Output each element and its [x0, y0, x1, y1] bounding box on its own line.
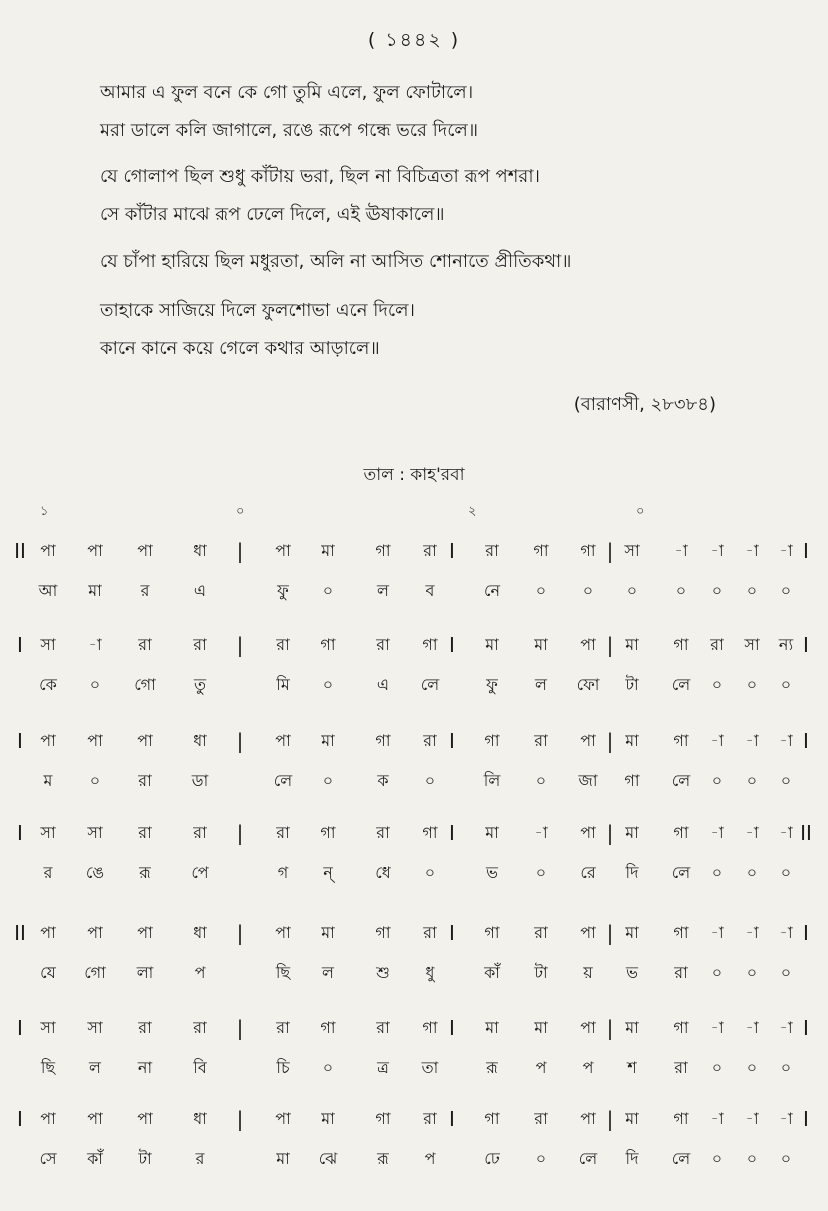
note: গা — [673, 1109, 689, 1128]
row-end-barline: I — [803, 1016, 809, 1040]
lyric-row — [0, 858, 828, 888]
lyric-syllable: ০ — [746, 675, 758, 694]
barline: I — [449, 1107, 455, 1131]
row-start-barline: II — [14, 921, 26, 945]
note: পা — [137, 923, 153, 942]
lyric-syllable: ০ — [89, 675, 101, 694]
note: পা — [137, 1109, 153, 1128]
lyric-syllable: ০ — [582, 581, 594, 600]
note: সা — [40, 823, 56, 842]
note: রা — [138, 635, 152, 654]
barline: | — [606, 921, 614, 945]
lyric-syllable: ক — [377, 771, 389, 790]
row-end-barline: I — [803, 633, 809, 657]
note: পা — [87, 923, 103, 942]
note: -া — [745, 1109, 759, 1128]
note: পা — [40, 731, 56, 750]
lyric-syllable: যে — [40, 963, 56, 982]
note: রা — [485, 541, 499, 560]
lyric-syllable: আ — [38, 581, 58, 600]
lyric-syllable: তু — [193, 675, 207, 694]
note: -া — [779, 1018, 793, 1037]
note: রা — [193, 1018, 207, 1037]
poem-line: সে কাঁটার মাঝে রূপ ঢেলে দিলে, এই ঊষাকালে॥ — [100, 204, 445, 225]
notation-row — [0, 536, 828, 566]
note: রা — [376, 1018, 390, 1037]
lyric-syllable: জা — [578, 771, 598, 790]
note: সা — [40, 1018, 56, 1037]
lyric-syllable: দি — [625, 863, 639, 882]
note: ন্য — [778, 635, 794, 654]
note: রা — [534, 731, 548, 750]
lyric-row — [0, 766, 828, 796]
notation-row — [0, 918, 828, 948]
beat-marker: ২ — [468, 504, 477, 519]
note: পা — [137, 731, 153, 750]
row-start-barline: II — [14, 539, 26, 563]
lyric-syllable: ব — [425, 581, 435, 600]
note: -া — [779, 541, 793, 560]
note: রা — [138, 823, 152, 842]
lyric-syllable: ০ — [780, 863, 792, 882]
note: মা — [625, 1018, 639, 1037]
page-number: ( ১৪৪২ ) — [367, 29, 461, 51]
lyric-syllable: ০ — [535, 1149, 547, 1168]
lyric-syllable: ছি — [40, 1058, 56, 1077]
lyric-syllable: র — [195, 1149, 205, 1168]
note: পা — [87, 1109, 103, 1128]
lyric-syllable: গো — [134, 675, 156, 694]
note: -া — [779, 823, 793, 842]
note: রা — [276, 823, 290, 842]
lyric-syllable: ০ — [780, 1149, 792, 1168]
lyric-syllable: লে — [578, 1149, 598, 1168]
note: -া — [745, 1018, 759, 1037]
lyric-syllable: লি — [483, 771, 501, 790]
note: -া — [710, 823, 724, 842]
note: -া — [710, 1018, 724, 1037]
lyric-syllable: ০ — [711, 581, 723, 600]
lyric-syllable: র — [43, 863, 53, 882]
notation-row — [0, 1013, 828, 1043]
note: মা — [321, 541, 335, 560]
note: -া — [745, 823, 759, 842]
note: পা — [40, 1109, 56, 1128]
barline: | — [606, 1107, 614, 1131]
note: রা — [710, 635, 724, 654]
lyric-syllable: ০ — [780, 675, 792, 694]
note: গা — [673, 823, 689, 842]
barline: I — [449, 633, 455, 657]
beat-marker: ১ — [40, 504, 49, 519]
lyric-syllable: ধু — [425, 963, 435, 982]
lyric-syllable: প — [582, 1058, 594, 1077]
note: পা — [87, 731, 103, 750]
lyric-syllable: ০ — [322, 675, 334, 694]
lyric-syllable: ভ — [486, 863, 498, 882]
note: মা — [625, 823, 639, 842]
lyric-syllable: পে — [191, 863, 209, 882]
note: ধা — [193, 1109, 207, 1128]
lyric-syllable: ম — [43, 771, 53, 790]
notation-row — [0, 630, 828, 660]
note: পা — [580, 731, 596, 750]
barline: | — [236, 921, 244, 945]
lyric-syllable: রা — [674, 1058, 688, 1077]
lyric-syllable: ০ — [424, 771, 436, 790]
note: গা — [320, 635, 336, 654]
lyric-syllable: ০ — [322, 1058, 334, 1077]
lyric-syllable: রা — [138, 771, 152, 790]
lyric-syllable: ০ — [746, 963, 758, 982]
lyric-syllable: ০ — [780, 963, 792, 982]
note: রা — [423, 1109, 437, 1128]
note: রা — [534, 923, 548, 942]
note: মা — [625, 923, 639, 942]
note: ধা — [193, 923, 207, 942]
lyric-syllable: রূ — [377, 1149, 389, 1168]
note: গা — [533, 541, 549, 560]
poem-line: কানে কানে কয়ে গেলে কথার আড়ালে॥ — [100, 338, 380, 359]
note: মা — [534, 1018, 548, 1037]
lyric-syllable: ল — [535, 675, 547, 694]
note: পা — [275, 731, 291, 750]
lyric-syllable: ০ — [711, 963, 723, 982]
tala-heading: তাল : কাহ'রবা — [363, 465, 465, 485]
barline: | — [606, 539, 614, 563]
lyric-row — [0, 1053, 828, 1083]
note: গা — [673, 635, 689, 654]
note: -া — [534, 823, 548, 842]
row-end-barline: II — [800, 821, 812, 845]
lyric-syllable: লা — [136, 963, 154, 982]
lyric-row — [0, 670, 828, 700]
note: সা — [744, 635, 760, 654]
poem-line: যে চাঁপা হারিয়ে ছিল মধুরতা, অলি না আসিত শোনাতে প্রীতিকথা॥ — [100, 251, 572, 272]
lyric-syllable: টা — [138, 1149, 152, 1168]
lyric-syllable: গো — [84, 963, 106, 982]
lyric-row — [0, 1144, 828, 1174]
note: -া — [779, 1109, 793, 1128]
note: মা — [485, 635, 499, 654]
lyric-syllable: শ — [627, 1058, 637, 1077]
lyric-row — [0, 958, 828, 988]
lyric-syllable: ভ — [626, 963, 638, 982]
lyric-syllable: ০ — [780, 581, 792, 600]
place-date: (বারাণসী, ২৮৩৮৪) — [573, 394, 716, 415]
lyric-syllable: কাঁ — [87, 1149, 103, 1168]
row-start-barline: I — [17, 729, 23, 753]
lyric-syllable: রা — [674, 963, 688, 982]
note: ধা — [193, 541, 207, 560]
lyric-syllable: ল — [377, 581, 389, 600]
note: মা — [485, 1018, 499, 1037]
lyric-syllable: দি — [625, 1149, 639, 1168]
note: সা — [624, 541, 640, 560]
note: ধা — [193, 731, 207, 750]
lyric-syllable: এ — [193, 581, 207, 600]
lyric-syllable: চি — [276, 1058, 290, 1077]
barline: I — [449, 821, 455, 845]
lyric-syllable: প — [424, 1149, 436, 1168]
note: মা — [321, 731, 335, 750]
barline: | — [236, 1016, 244, 1040]
note: পা — [275, 541, 291, 560]
lyric-syllable: টা — [534, 963, 548, 982]
barline: | — [236, 633, 244, 657]
note: -া — [710, 1109, 724, 1128]
barline: I — [449, 539, 455, 563]
lyric-syllable: ধে — [375, 863, 391, 882]
note: গা — [375, 731, 391, 750]
lyric-syllable: ০ — [780, 771, 792, 790]
note: মা — [321, 1109, 335, 1128]
note: মা — [321, 923, 335, 942]
barline: | — [606, 1016, 614, 1040]
note: পা — [275, 1109, 291, 1128]
lyric-syllable: মা — [276, 1149, 290, 1168]
note: গা — [422, 823, 438, 842]
note: গা — [580, 541, 596, 560]
note: -া — [745, 923, 759, 942]
note: গা — [375, 541, 391, 560]
note: পা — [580, 823, 596, 842]
note: গা — [375, 1109, 391, 1128]
lyric-syllable: প — [535, 1058, 547, 1077]
row-end-barline: I — [803, 539, 809, 563]
note: গা — [673, 731, 689, 750]
note: রা — [193, 823, 207, 842]
lyric-syllable: য় — [583, 963, 593, 982]
row-end-barline: I — [803, 1107, 809, 1131]
lyric-syllable: রে — [580, 863, 596, 882]
lyric-syllable: সে — [39, 1149, 57, 1168]
note: -া — [745, 731, 759, 750]
lyric-syllable: ০ — [675, 581, 687, 600]
note: -া — [88, 635, 102, 654]
lyric-syllable: ০ — [780, 1058, 792, 1077]
note: পা — [580, 923, 596, 942]
note: -া — [745, 541, 759, 560]
lyric-syllable: গা — [624, 771, 640, 790]
notation-row — [0, 726, 828, 756]
lyric-syllable: বি — [193, 1058, 207, 1077]
lyric-syllable: ঢে — [484, 1149, 500, 1168]
barline: I — [449, 921, 455, 945]
lyric-syllable: ঙে — [85, 863, 105, 882]
barline: | — [606, 821, 614, 845]
lyric-syllable: ফো — [576, 675, 600, 694]
lyric-row — [0, 576, 828, 606]
lyric-syllable: ন্ — [323, 863, 333, 882]
note: পা — [40, 923, 56, 942]
row-start-barline: I — [17, 1016, 23, 1040]
note: সা — [40, 635, 56, 654]
beat-marker: ০ — [236, 504, 245, 519]
note: গা — [484, 1109, 500, 1128]
lyric-syllable: ০ — [535, 863, 547, 882]
note: পা — [580, 1018, 596, 1037]
note: পা — [137, 541, 153, 560]
lyric-syllable: ০ — [322, 771, 334, 790]
note: পা — [580, 1109, 596, 1128]
lyric-syllable: ০ — [711, 675, 723, 694]
barline: I — [449, 1016, 455, 1040]
note: পা — [580, 635, 596, 654]
note: রা — [276, 635, 290, 654]
lyric-syllable: নে — [483, 581, 501, 600]
lyric-syllable: ০ — [746, 1149, 758, 1168]
lyric-syllable: লে — [273, 771, 293, 790]
lyric-syllable: ০ — [711, 1058, 723, 1077]
lyric-syllable: শু — [376, 963, 390, 982]
note: সা — [87, 823, 103, 842]
lyric-syllable: না — [137, 1058, 153, 1077]
note: গা — [673, 923, 689, 942]
lyric-syllable: এ — [376, 675, 390, 694]
note: -া — [710, 923, 724, 942]
barline: | — [606, 729, 614, 753]
lyric-syllable: মা — [88, 581, 102, 600]
lyric-syllable: ০ — [746, 581, 758, 600]
lyric-syllable: ০ — [746, 1058, 758, 1077]
lyric-syllable: ল — [322, 963, 334, 982]
note: মা — [625, 635, 639, 654]
note: পা — [40, 541, 56, 560]
note: মা — [485, 823, 499, 842]
lyric-syllable: লে — [671, 771, 691, 790]
note: গা — [673, 1018, 689, 1037]
note: রা — [376, 635, 390, 654]
poem-line: মরা ডালে কলি জাগালে, রঙে রূপে গন্ধে ভরে দিলে॥ — [100, 120, 479, 141]
note: সা — [87, 1018, 103, 1037]
note: গা — [375, 923, 391, 942]
lyric-syllable: ০ — [746, 771, 758, 790]
lyric-syllable: ০ — [711, 1149, 723, 1168]
row-start-barline: I — [17, 1107, 23, 1131]
lyric-syllable: লে — [420, 675, 440, 694]
barline: | — [606, 633, 614, 657]
note: গা — [422, 1018, 438, 1037]
lyric-syllable: টা — [625, 675, 639, 694]
lyric-syllable: ০ — [535, 581, 547, 600]
note: রা — [534, 1109, 548, 1128]
note: মা — [534, 635, 548, 654]
note: গা — [484, 731, 500, 750]
note: -া — [779, 923, 793, 942]
lyric-syllable: রূ — [486, 1058, 498, 1077]
barline: | — [236, 1107, 244, 1131]
note: রা — [423, 541, 437, 560]
barline: | — [236, 821, 244, 845]
note: গা — [320, 823, 336, 842]
lyric-syllable: তা — [421, 1058, 439, 1077]
note: রা — [423, 731, 437, 750]
lyric-syllable: র — [140, 581, 150, 600]
note: রা — [138, 1018, 152, 1037]
note: -া — [710, 541, 724, 560]
row-end-barline: I — [803, 921, 809, 945]
lyric-syllable: ফু — [277, 581, 289, 600]
lyric-syllable: ত্র — [377, 1058, 389, 1077]
barline: I — [449, 729, 455, 753]
lyric-syllable: রূ — [139, 863, 151, 882]
poem-line: তাহাকে সাজিয়ে দিলে ফুলশোভা এনে দিলে। — [100, 300, 415, 321]
lyric-syllable: ০ — [711, 771, 723, 790]
lyric-syllable: মি — [276, 675, 290, 694]
note: গা — [320, 1018, 336, 1037]
note: পা — [87, 541, 103, 560]
barline: | — [236, 539, 244, 563]
row-end-barline: I — [803, 729, 809, 753]
row-start-barline: I — [17, 821, 23, 845]
poem-line: যে গোলাপ ছিল শুধু কাঁটায় ভরা, ছিল না বিচিত্রতা রূপ পশরা। — [100, 166, 540, 187]
lyric-syllable: ঝে — [318, 1149, 338, 1168]
note: -া — [779, 731, 793, 750]
note: পা — [275, 923, 291, 942]
lyric-syllable: প — [194, 963, 206, 982]
lyric-syllable: ০ — [535, 771, 547, 790]
note: রা — [423, 923, 437, 942]
lyric-syllable: লে — [671, 1149, 691, 1168]
lyric-syllable: ০ — [424, 863, 436, 882]
barline: | — [236, 729, 244, 753]
lyric-syllable: ০ — [626, 581, 638, 600]
beat-marker: ০ — [636, 504, 645, 519]
lyric-syllable: ডা — [191, 771, 209, 790]
notation-row — [0, 1104, 828, 1134]
lyric-syllable: ০ — [746, 863, 758, 882]
row-start-barline: I — [17, 633, 23, 657]
note: মা — [625, 1109, 639, 1128]
lyric-syllable: কে — [39, 675, 57, 694]
lyric-syllable: লে — [671, 863, 691, 882]
note: রা — [193, 635, 207, 654]
note: -া — [710, 731, 724, 750]
lyric-syllable: কাঁ — [484, 963, 500, 982]
lyric-syllable: ০ — [89, 771, 101, 790]
notation-row — [0, 818, 828, 848]
lyric-syllable: ০ — [711, 863, 723, 882]
lyric-syllable: ০ — [322, 581, 334, 600]
lyric-syllable: গ — [277, 863, 289, 882]
note: রা — [276, 1018, 290, 1037]
note: গা — [484, 923, 500, 942]
note: মা — [625, 731, 639, 750]
note: গা — [422, 635, 438, 654]
poem-line: আমার এ ফুল বনে কে গো তুমি এলে, ফুল ফোটালে। — [100, 82, 474, 103]
lyric-syllable: ল — [89, 1058, 101, 1077]
note: রা — [376, 823, 390, 842]
lyric-syllable: লে — [671, 675, 691, 694]
note: -া — [674, 541, 688, 560]
lyric-syllable: ফু — [486, 675, 498, 694]
lyric-syllable: ছি — [275, 963, 291, 982]
